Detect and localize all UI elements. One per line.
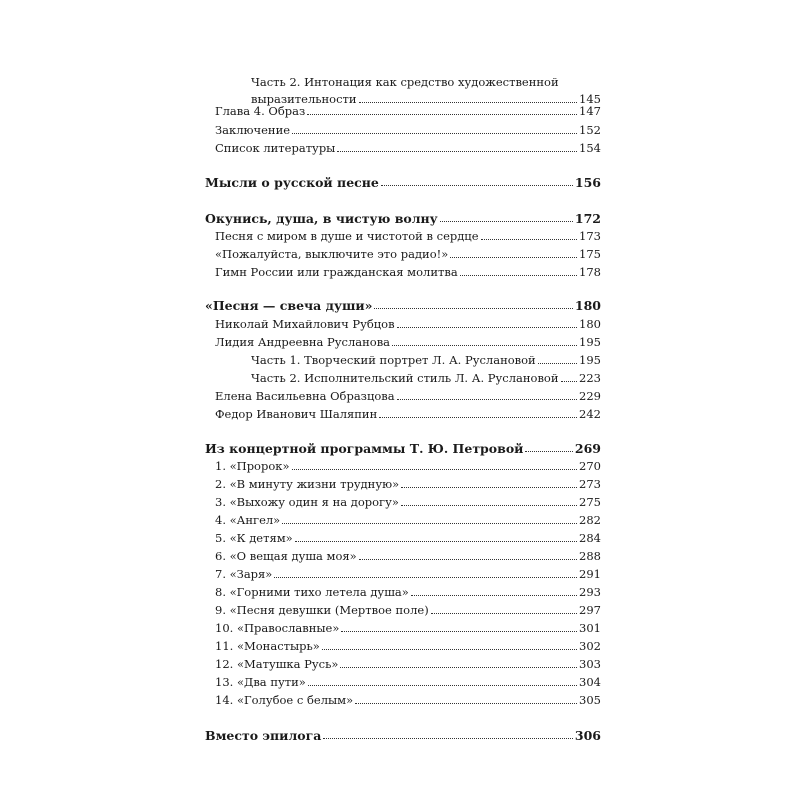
toc-entry-page-number: 306: [574, 728, 601, 743]
toc-entry-title: Список литературы: [215, 141, 336, 155]
dot-leader: [431, 613, 577, 614]
dot-leader: [340, 667, 577, 668]
toc-entry: [205, 513, 601, 528]
dot-leader: [525, 451, 572, 452]
toc-entry-page-number: 180: [574, 298, 601, 313]
toc-entry: [205, 495, 601, 510]
toc-entry-page-number: 242: [579, 407, 601, 421]
toc-entry: [205, 728, 601, 743]
dot-leader: [460, 275, 577, 276]
toc-entry-page-number: 175: [579, 247, 601, 261]
toc-entry-title: Мысли о русской песне: [205, 175, 379, 190]
toc-entry-title: 9. «Песня девушки (Мертвое поле): [215, 603, 429, 617]
toc-entry-title: Часть 1. Творческий портрет Л. А. Руслановой: [251, 353, 536, 367]
toc-entry: [205, 639, 601, 654]
toc-entry: [205, 247, 601, 262]
toc-entry-title: Часть 2. Исполнительский стиль Л. А. Руслановой: [251, 371, 559, 385]
toc-entry-title: 1. «Пророк»: [215, 459, 290, 473]
toc-entry: [205, 567, 601, 582]
dot-leader: [481, 239, 578, 240]
dot-leader: [307, 114, 577, 115]
toc-entry-page-number: 270: [579, 459, 601, 473]
dot-leader: [397, 327, 577, 328]
toc-entry-title-line: Часть 2. Интонация как средство художественной: [251, 75, 559, 89]
toc-entry-page-number: 297: [579, 603, 601, 617]
toc-entry-title: 11. «Монастырь»: [215, 639, 320, 653]
toc-entry-page-number: 154: [579, 141, 601, 155]
toc-entry-page-number: 275: [579, 495, 601, 509]
dot-leader: [374, 308, 572, 309]
toc-entry: [205, 389, 601, 404]
dot-leader: [538, 363, 577, 364]
toc-entry-page-number: 223: [579, 371, 601, 385]
toc-entry-title: 7. «Заря»: [215, 567, 273, 581]
toc-entry: [205, 104, 601, 119]
toc-entry-title: Лидия Андреевна Русланова: [215, 335, 391, 349]
dot-leader: [392, 345, 577, 346]
toc-entry-title: Из концертной программы Т. Ю. Петровой: [205, 441, 524, 456]
toc-entry-title: 13. «Два пути»: [215, 675, 306, 689]
toc-entry-page-number: 291: [579, 567, 601, 581]
toc-entry: [205, 657, 601, 672]
toc-entry-page-number: 147: [579, 104, 601, 118]
toc-entry: [205, 407, 601, 422]
toc-entry-title: Окунись, душа, в чистую волну: [205, 211, 438, 226]
toc-entry-page-number: 178: [579, 265, 601, 279]
toc-entry: [205, 265, 601, 280]
toc-entry-page-number: 172: [574, 211, 601, 226]
dot-leader: [292, 133, 577, 134]
toc-entry: [205, 693, 601, 708]
dot-leader: [355, 703, 577, 704]
toc-entry-page-number: 304: [579, 675, 601, 689]
toc-entry-title: Вместо эпилога: [205, 728, 322, 743]
dot-leader: [359, 559, 577, 560]
toc-entry-title: 6. «О вещая душа моя»: [215, 549, 357, 563]
toc-entry-title: Глава 4. Образ: [215, 104, 306, 118]
dot-leader: [397, 399, 577, 400]
toc-entry-title: Заключение: [215, 123, 291, 137]
toc-entry: [205, 459, 601, 474]
toc-entry: [205, 603, 601, 618]
dot-leader: [341, 631, 577, 632]
toc-entry-title: 3. «Выхожу один я на дорогу»: [215, 495, 399, 509]
toc-entry-page-number: 173: [579, 229, 601, 243]
toc-entry-title: 8. «Горними тихо летела душа»: [215, 585, 409, 599]
toc-entry-page-number: 152: [579, 123, 601, 137]
toc-entry-page-number: 293: [579, 585, 601, 599]
toc-entry: [205, 477, 601, 492]
toc-entry-page-number: 302: [579, 639, 601, 653]
dot-leader: [308, 685, 577, 686]
toc-entry-page-number: 303: [579, 657, 601, 671]
toc-entry-page-number: 145: [579, 92, 601, 106]
toc-entry-title: «Пожалуйста, выключите это радио!»: [215, 247, 449, 261]
toc-entry: [205, 317, 601, 332]
toc-entry-page-number: 301: [579, 621, 601, 635]
dot-leader: [323, 738, 573, 739]
toc-entry-title: 4. «Ангел»: [215, 513, 281, 527]
toc-entry: [205, 141, 601, 156]
dot-leader: [292, 469, 578, 470]
toc-entry-page-number: 305: [579, 693, 601, 707]
toc-entry: [205, 371, 601, 386]
toc-entry-page-number: 273: [579, 477, 601, 491]
dot-leader: [561, 381, 578, 382]
toc-entry: [205, 675, 601, 690]
toc-entry-title: выразительности: [251, 92, 357, 106]
toc-entry-title: Елена Васильевна Образцова: [215, 389, 395, 403]
toc-entry-title: «Песня — свеча души»: [205, 298, 373, 313]
dot-leader: [401, 505, 577, 506]
dot-leader: [411, 595, 577, 596]
dot-leader: [379, 417, 577, 418]
toc-entry: [205, 441, 601, 456]
toc-entry: [205, 621, 601, 636]
toc-entry-title: Гимн России или гражданская молитва: [215, 265, 458, 279]
dot-leader: [440, 221, 573, 222]
toc-entry: [205, 211, 601, 226]
toc-entry-page-number: 229: [579, 389, 601, 403]
toc-entry-title: 14. «Голубое с белым»: [215, 693, 354, 707]
dot-leader: [295, 541, 577, 542]
toc-entry-page-number: 195: [579, 335, 601, 349]
toc-entry-page-number: 269: [574, 441, 601, 456]
dot-leader: [322, 649, 577, 650]
toc-entry: [205, 585, 601, 600]
toc-entry: [205, 229, 601, 244]
toc-entry: [205, 353, 601, 368]
toc-entry-page-number: 284: [579, 531, 601, 545]
toc-entry: [205, 549, 601, 564]
toc-entry: [205, 175, 601, 190]
toc-entry-title: Николай Михайлович Рубцов: [215, 317, 395, 331]
toc-entry-title: Песня с миром в душе и чистотой в сердце: [215, 229, 479, 243]
dot-leader: [337, 151, 577, 152]
toc-entry: [205, 335, 601, 350]
toc-entry-title: 2. «В минуту жизни трудную»: [215, 477, 400, 491]
toc-entry-title: 5. «К детям»: [215, 531, 293, 545]
dot-leader: [282, 523, 577, 524]
toc-entry-page-number: 282: [579, 513, 601, 527]
toc-entry: [205, 298, 601, 313]
toc-entry-page-number: 288: [579, 549, 601, 563]
toc-entry-page-number: 195: [579, 353, 601, 367]
toc-entry-title: 10. «Православные»: [215, 621, 340, 635]
toc-entry-page-number: 156: [574, 175, 601, 190]
dot-leader: [359, 102, 577, 103]
dot-leader: [381, 185, 573, 186]
dot-leader: [401, 487, 577, 488]
toc-entry: [205, 123, 601, 138]
toc-entry-page-number: 180: [579, 317, 601, 331]
dot-leader: [274, 577, 577, 578]
toc-entry: [205, 531, 601, 546]
toc-entry-title: 12. «Матушка Русь»: [215, 657, 339, 671]
toc-entry-title: Федор Иванович Шаляпин: [215, 407, 378, 421]
dot-leader: [450, 257, 577, 258]
